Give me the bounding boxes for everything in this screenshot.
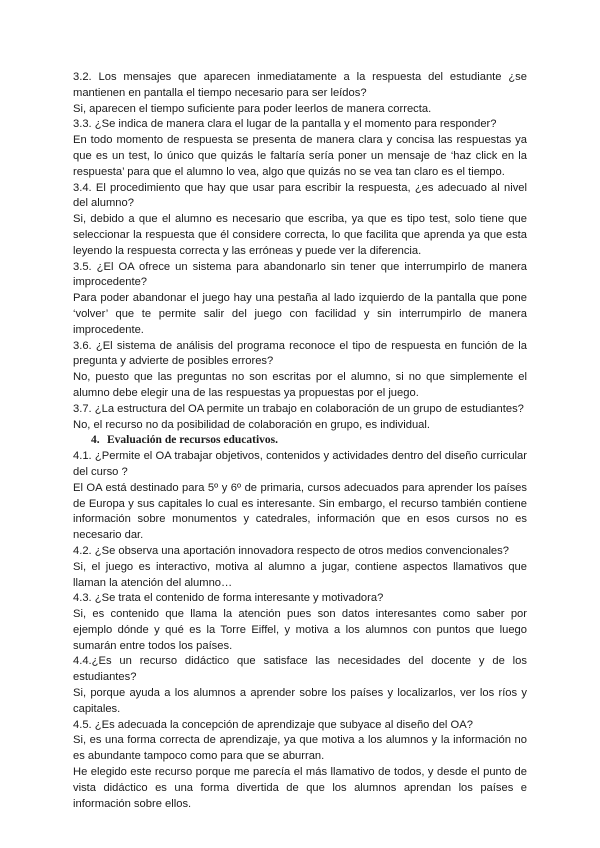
question-3-2: 3.2. Los mensajes que aparecen inmediatamente a la respuesta del estudiante ¿se mantienen en pantalla el tiempo necesario para ser leídos? xyxy=(73,71,527,99)
answer-3-4: Si, debido a que el alumno es necesario que escriba, ya que es tipo test, solo tiene que seleccionar la respuesta que él considere correcta, lo que facilita que aprenda ya que esta leyendo la respuesta correcta y las erróneas y puede ver la diferencia. xyxy=(73,213,527,257)
answer-3-7: No, el recurso no da posibilidad de colaboración en grupo, es individual. xyxy=(73,418,430,431)
question-3-3: 3.3. ¿Se indica de manera clara el lugar de la pantalla y el momento para responder? xyxy=(73,118,497,131)
question-3-6: 3.6. ¿El sistema de análisis del programa reconoce el tipo de respuesta en función de la pregunta y advierte de posibles errores? xyxy=(73,339,527,368)
question-4-2: 4.2. ¿Se observa una aportación innovadora respecto de otros medios convencionales? xyxy=(73,544,509,557)
question-3-7: 3.7. ¿La estructura del OA permite un trabajo en colaboración de un grupo de estudiantes? xyxy=(73,402,524,415)
section-heading xyxy=(73,433,527,449)
section-title: Evaluación de recursos educativos. xyxy=(107,434,279,447)
answer-4-4: Si, porque ayuda a los alumnos a aprender sobre los países y localizarlos, ver los ríos y capitales. xyxy=(73,687,527,715)
answer-3-2: Si, aparecen el tiempo suficiente para poder leerlos de manera correcta. xyxy=(73,102,432,115)
question-4-1: 4.1. ¿Permite el OA trabajar objetivos, contenidos y actividades dentro del diseño curricular del curso ? xyxy=(73,450,527,478)
answer-4-2: Si, el juego es interactivo, motiva al alumno a jugar, contiene aspectos llamativos que llaman la atención del alumno… xyxy=(73,560,527,589)
question-3-4: 3.4. El procedimiento que hay que usar para escribir la respuesta, ¿es adecuado al nivel del alumno? xyxy=(73,181,527,210)
closing-paragraph: He elegido este recurso porque me parecía el más llamativo de todos, y desde el punto de vista didáctico es una forma divertida de que los alumnos aprendan los países e información sobre ellos. xyxy=(73,766,527,810)
answer-4-1: El OA está destinado para 5º y 6º de primaria, cursos adecuados para aprender los países de Europa y sus capitales lo cual es interesante. Sin embargo, el recurso también contiene información sobre monumentos y catedrales, información que en esos cursos no es necesario dar. xyxy=(73,481,527,542)
question-4-3: 4.3. ¿Se trata el contenido de forma interesante y motivadora? xyxy=(73,592,384,605)
document-body xyxy=(73,70,527,812)
section-number: 4. xyxy=(91,434,100,447)
answer-3-5: Para poder abandonar el juego hay una pestaña al lado izquierdo de la pantalla que pone ‘volver’ que te permite salir del juego con facilidad y sin interrumpirlo de manera improcedente. xyxy=(73,292,527,336)
question-4-5: 4.5. ¿Es adecuada la concepción de aprendizaje que subyace al diseño del OA? xyxy=(73,718,473,731)
answer-4-3: Si, es contenido que llama la atención pues son datos interesantes como saber por ejemplo dónde y qué es la Torre Eiffel, y motiva a los alumnos con puntos que luego sumarán entre todos los países. xyxy=(73,608,527,652)
question-4-4: 4.4.¿Es un recurso didáctico que satisface las necesidades del docente y de los estudiantes? xyxy=(73,655,527,684)
answer-3-6: No, puesto que las preguntas no son escritas por el alumno, si no que simplemente el alumno debe elegir una de las respuestas ya propuestas por el juego. xyxy=(73,371,527,399)
answer-3-3: En todo momento de respuesta se presenta de manera clara y concisa las respuestas ya que es un test, lo único que quizás le faltaría sería poner un mensaje de ‘haz click en la respuesta’ para que el alumno lo vea, algo que quizás no se vea tan claro es el tiempo. xyxy=(73,134,527,178)
answer-4-5: Si, es una forma correcta de aprendizaje, ya que motiva a los alumnos y la información no es abundante tampoco como para que se aburran. xyxy=(73,734,527,763)
question-3-5: 3.5. ¿El OA ofrece un sistema para abandonarlo sin tener que interrumpirlo de manera improcedente? xyxy=(73,260,527,289)
